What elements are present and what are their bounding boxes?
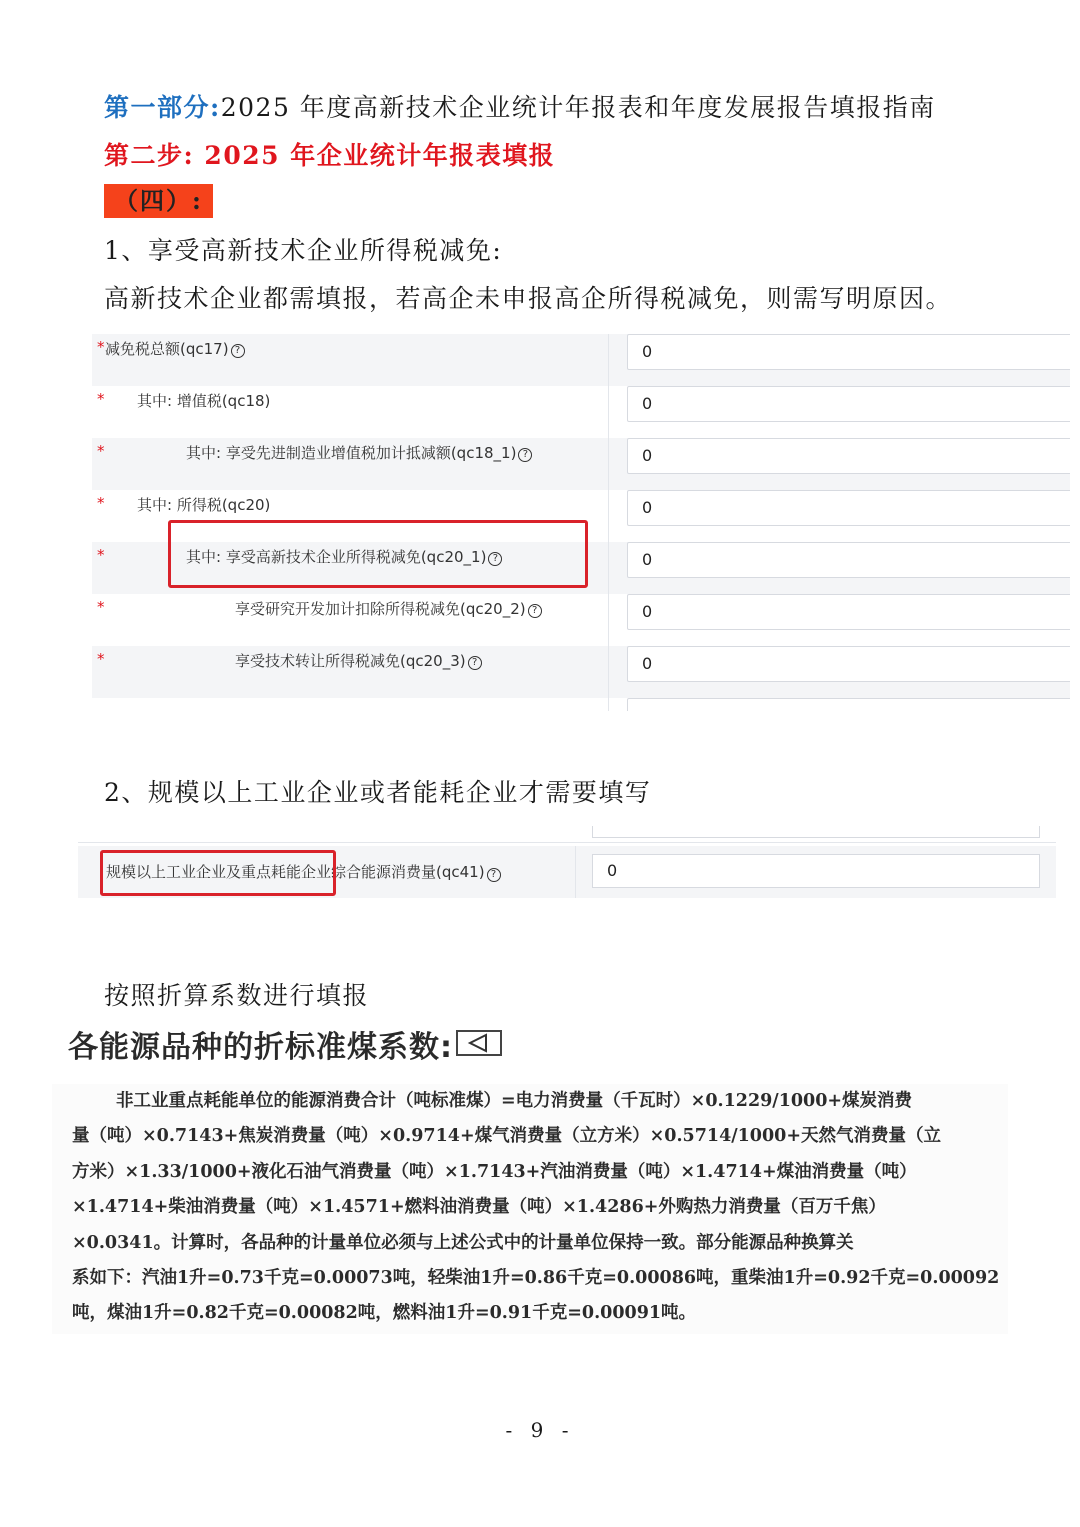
coef-title: 各能源品种的折标准煤系数: — [68, 1030, 453, 1065]
form-row — [92, 646, 1070, 698]
back-button[interactable] — [456, 1030, 502, 1056]
help-icon[interactable]: ? — [518, 448, 532, 462]
page-number: - 9 - — [505, 1418, 575, 1442]
field-label: 其中: 享受先进制造业增值税加计抵减额(qc18_1) ? — [186, 442, 532, 463]
field-label: 享受研究开发加计扣除所得税减免(qc20_2) ? — [235, 598, 542, 619]
required-star: * — [97, 598, 105, 616]
section-tag: （四）: — [104, 184, 213, 218]
form-row — [92, 438, 1070, 490]
form-row-cut-off — [92, 698, 1070, 711]
item1-description: 高新技术企业都需填报，若高企未申报高企所得税减免，则需写明原因。 — [104, 284, 953, 313]
highlight-box — [100, 850, 336, 896]
qc20-input[interactable]: 0 — [627, 490, 1070, 526]
qc18-1-input[interactable]: 0 — [627, 438, 1070, 474]
field-label: 其中: 享受高新技术企业所得税减免(qc20_1) ? — [186, 546, 502, 567]
qc17-input[interactable]: 0 — [627, 334, 1070, 370]
heading-part-one — [104, 88, 936, 124]
cut-off-input — [627, 698, 1070, 711]
coef-line: 吨，煤油1升=0.82千克=0.00082吨，燃料油1升=0.91千克=0.00091吨。 — [72, 1303, 697, 1324]
form-row — [92, 334, 1070, 386]
help-icon[interactable]: ? — [528, 604, 542, 618]
triangle-left-icon — [458, 1032, 500, 1054]
required-star: * — [97, 650, 105, 668]
coef-line: 非工业重点耗能单位的能源消费合计（吨标准煤）=电力消费量（千瓦时）×0.1229/1000+煤炭消费 — [116, 1091, 913, 1111]
qc18-input[interactable]: 0 — [627, 386, 1070, 422]
help-icon[interactable]: ? — [488, 552, 502, 566]
form-row — [92, 386, 1070, 438]
field-label: 规模以上工业企业及重点耗能企业综合能源消费量(qc41) ? — [106, 861, 501, 882]
heading-part-one-label: 第一部分: — [104, 93, 221, 122]
coef-line: ×0.0341。计算时，各品种的计量单位必须与上述公式中的计量单位保持一致。部分能源品种换算关 — [72, 1232, 854, 1253]
required-star: * — [97, 442, 105, 460]
energy-consumption-form — [78, 826, 1056, 914]
form-row-cut-off — [78, 826, 1056, 843]
required-star: * — [97, 546, 105, 564]
qc20-1-input[interactable]: 0 — [627, 542, 1070, 578]
field-label: 其中: 增值税(qc18) — [137, 392, 271, 410]
item2-title: 2、规模以上工业企业或者能耗企业才需要填写 — [104, 778, 652, 807]
form-row — [92, 594, 1070, 646]
item1-title: 1、享受高新技术企业所得税减免: — [104, 236, 503, 265]
heading-part-one-text: 2025 年度高新技术企业统计年报表和年度发展报告填报指南 — [220, 93, 936, 122]
coef-line: 方米）×1.33/1000+液化石油气消费量（吨）×1.7143+汽油消费量（吨）×1.4714+煤油消费量（吨） — [72, 1161, 917, 1182]
field-label: 享受技术转让所得税减免(qc20_3) ? — [235, 650, 482, 671]
required-star: * — [97, 338, 105, 356]
required-star: * — [97, 390, 105, 408]
help-icon[interactable]: ? — [487, 868, 501, 882]
qc20-3-input[interactable]: 0 — [627, 646, 1070, 682]
coef-line: ×1.4714+柴油消费量（吨）×1.4571+燃料油消费量（吨）×1.4286+外购热力消费量（百万千焦） — [72, 1197, 886, 1218]
highlight-box — [168, 520, 588, 588]
coef-line: 量（吨）×0.7143+焦炭消费量（吨）×0.9714+煤气消费量（立方米）×0.5714/1000+天然气消费量（立 — [72, 1126, 941, 1147]
qc20-2-input[interactable]: 0 — [627, 594, 1070, 630]
heading-step-two: 第二步: 2025 年企业统计年报表填报 — [104, 141, 556, 170]
help-icon[interactable]: ? — [231, 344, 245, 358]
calc-note: 按照折算系数进行填报 — [104, 981, 370, 1010]
required-star: * — [97, 494, 105, 512]
field-label: 减免税总额(qc17) ? — [105, 338, 245, 359]
tax-reduction-form — [92, 334, 1070, 711]
help-icon[interactable]: ? — [468, 656, 482, 670]
coef-formula-text — [52, 1084, 1008, 1334]
coef-line: 系如下：汽油1升=0.73千克=0.00073吨，轻柴油1升=0.86千克=0.00086吨，重柴油1升=0.92千克=0.00092 — [72, 1268, 1000, 1289]
field-label: 其中: 所得税(qc20) — [137, 496, 271, 514]
qc41-input[interactable]: 0 — [592, 854, 1040, 888]
